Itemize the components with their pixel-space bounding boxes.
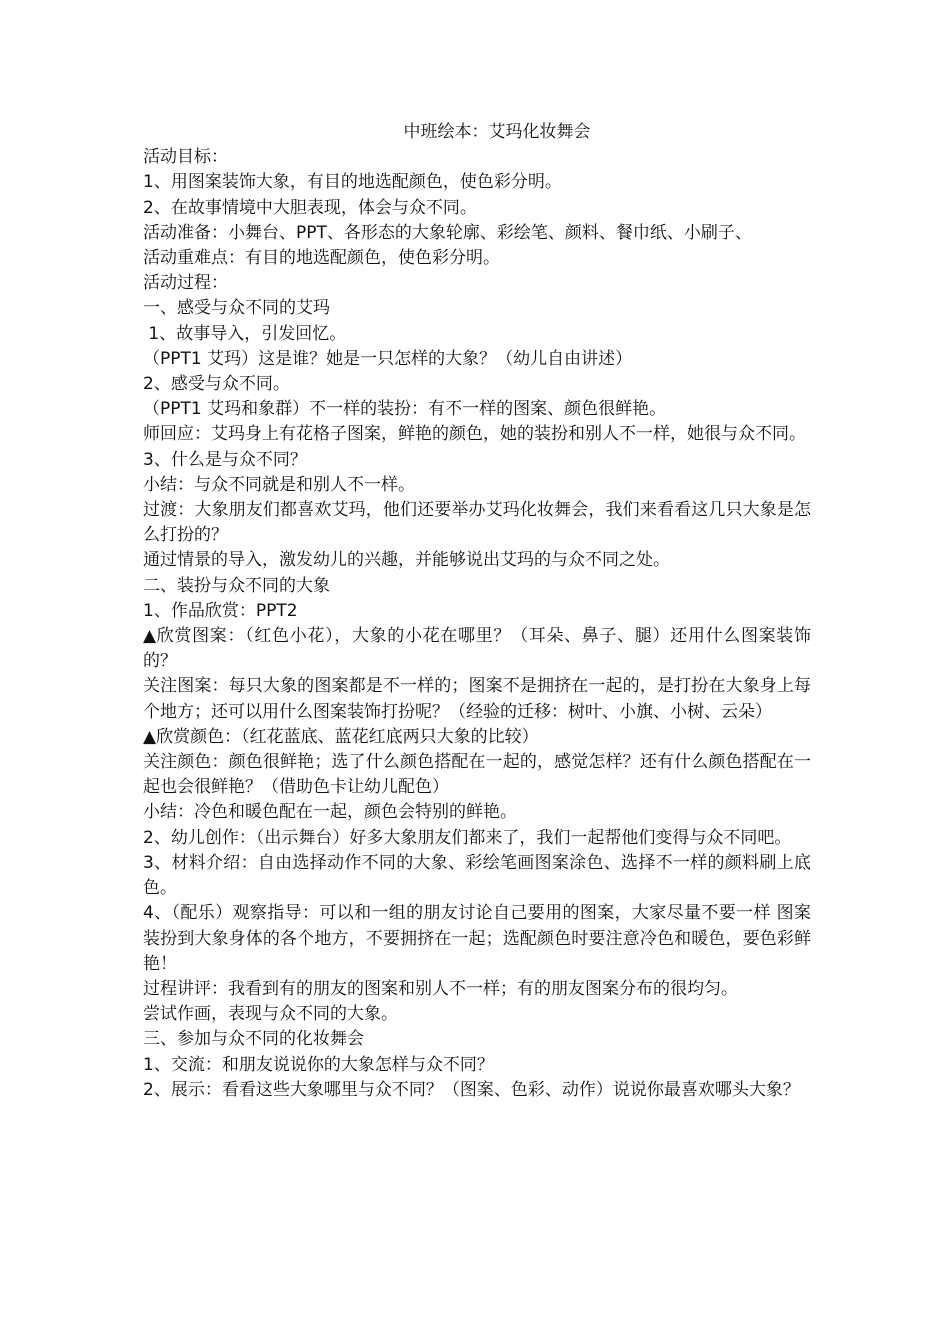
section-heading: 三、参加与众不同的化妆舞会 (143, 1029, 364, 1050)
paragraph: 师回应：艾玛身上有花格子图案，鲜艳的颜色，她的装扮和别人不一样，她很与众不同。 (143, 424, 806, 445)
paragraph: ▲欣赏图案：（红色小花），大象的小花在哪里？（耳朵、鼻子、腿）还用什么图案装饰的？ (143, 626, 811, 672)
paragraph: 过渡：大象朋友们都喜欢艾玛，他们还要举办艾玛化妆舞会，我们来看看这几只大象是怎么打扮的？ (143, 500, 811, 546)
paragraph: 2、幼儿创作：（出示舞台）好多大象朋友们都来了，我们一起帮他们变得与众不同吧。 (143, 827, 792, 848)
paragraph: 1、故事导入，引发回忆。 (143, 323, 347, 344)
paragraph: 活动目标： (143, 147, 228, 168)
paragraph: 1、交流：和朋友说说你的大象怎样与众不同？ (143, 1054, 494, 1075)
paragraph: 活动过程： (143, 273, 228, 294)
paragraph: 过程讲评：我看到有的朋友的图案和别人不一样；有的朋友图案分布的很均匀。 (143, 978, 738, 999)
paragraph: ▲欣赏颜色：（红花蓝底、蓝花红底两只大象的比较） (143, 726, 539, 747)
paragraph: （PPT1 艾玛和象群）不一样的装扮：有不一样的图案、颜色很鲜艳。 (143, 399, 667, 420)
document-title: 中班绘本：艾玛化妆舞会 (403, 122, 591, 142)
document-body (143, 120, 811, 1103)
paragraph: 活动重难点：有目的地选配颜色，使色彩分明。 (143, 248, 500, 269)
paragraph: 小结：与众不同就是和别人不一样。 (143, 474, 415, 495)
paragraph: 关注图案：每只大象的图案都是不一样的；图案不是拥挤在一起的，是打扮在大象身上每个地方；还可以用什么图案装饰打扮呢？（经验的迁移：树叶、小旗、小树、云朵） (143, 676, 811, 722)
paragraph: 2、在故事情境中大胆表现，体会与众不同。 (143, 197, 477, 218)
paragraph: （PPT1 艾玛）这是谁？她是一只怎样的大象？（幼儿自由讲述） (143, 348, 633, 369)
paragraph: 1、作品欣赏：PPT2 (143, 600, 298, 621)
paragraph: 2、展示：看看这些大象哪里与众不同？（图案、色彩、动作）说说你最喜欢哪头大象？ (143, 1079, 800, 1100)
paragraph: 1、用图案装饰大象，有目的地选配颜色，使色彩分明。 (143, 172, 562, 193)
section-heading: 二、装扮与众不同的大象 (143, 575, 330, 596)
paragraph: 关注颜色：颜色很鲜艳；选了什么颜色搭配在一起的，感觉怎样？还有什么颜色搭配在一起也会很鲜艳？（借助色卡让幼儿配色） (143, 752, 811, 798)
paragraph: 3、什么是与众不同？ (143, 449, 307, 470)
section-heading: 一、感受与众不同的艾玛 (143, 298, 330, 319)
paragraph: 小结：冷色和暖色配在一起，颜色会特别的鲜艳。 (143, 802, 517, 823)
paragraph: 3、材料介绍：自由选择动作不同的大象、彩绘笔画图案涂色、选择不一样的颜料刷上底色。 (143, 852, 811, 899)
paragraph: 活动准备：小舞台、PPT、各形态的大象轮廓、彩绘笔、颜料、餐巾纸、小刷子、 (143, 222, 752, 243)
paragraph: 2、感受与众不同。 (143, 374, 290, 395)
paragraph: 4、（配乐）观察指导：可以和一组的朋友讨论自己要用的图案，大家尽量不要一样 图案装扮到大象身体的各个地方，不要拥挤在一起；选配颜色时要注意冷色和暖色，要色彩鲜艳！ (143, 903, 811, 974)
paragraph: 通过情景的导入，激发幼儿的兴趣，并能够说出艾玛的与众不同之处。 (143, 550, 670, 571)
paragraph: 尝试作画，表现与众不同的大象。 (143, 1004, 398, 1025)
